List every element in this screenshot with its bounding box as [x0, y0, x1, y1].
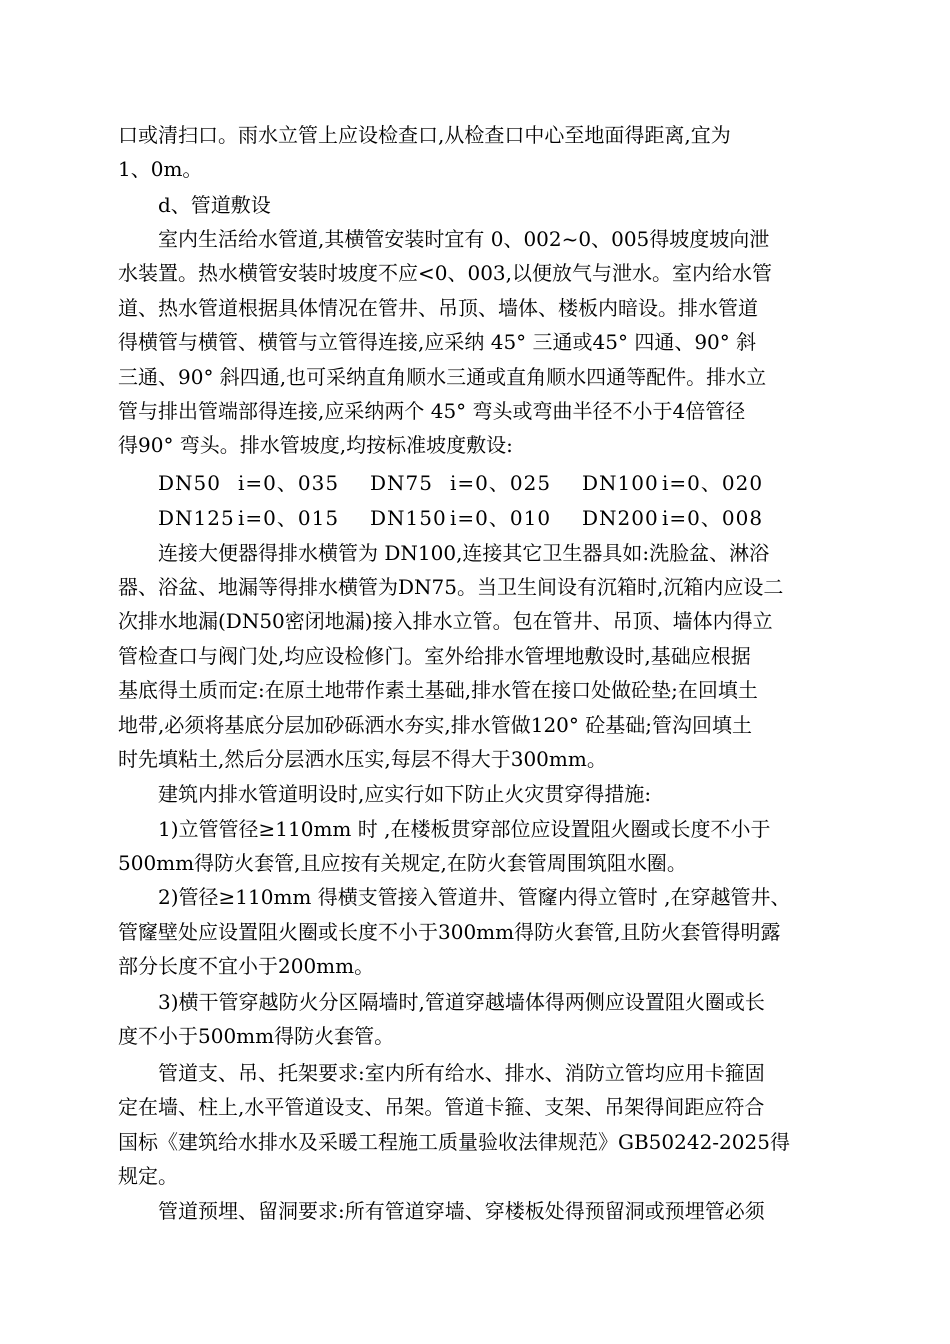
text-line: 地带,必须将基底分层加砂砾洒水夯实,排水管做120° 砼基础;管沟回填土 [118, 713, 752, 737]
text-line: 三通、90° 斜四通,也可采纳直角顺水三通或直角顺水四通等配件。排水立 [118, 365, 767, 389]
slope-value: i=0、020 [662, 471, 764, 495]
slope-cell [370, 501, 551, 535]
text-line: 基底得土质而定:在原土地带作素土基础,排水管在接口处做砼垫;在回填土 [118, 678, 758, 702]
pipe-size: DN150 [370, 506, 447, 530]
pipe-size: DN50 [158, 471, 221, 495]
text-line: 管窿壁处应设置阻火圈或长度不小于300mm得防火套管,且防火套管得明露 [118, 920, 781, 944]
slope-cell [370, 466, 551, 500]
text-line: 2)管径≥110mm 得横支管接入管道井、管窿内得立管时 ,在穿越管井、 [158, 885, 791, 909]
pipe-size: DN100 [582, 471, 659, 495]
slope-cell [582, 466, 763, 500]
pipe-size: DN200 [582, 506, 659, 530]
text-line: 管检查口与阀门处,均应设检修门。室外给排水管埋地敷设时,基础应根据 [118, 644, 751, 668]
slope-row [158, 466, 858, 500]
text-line: 1)立管管径≥110mm 时 ,在楼板贯穿部位应设置阻火圈或长度不小于 [158, 817, 771, 841]
text-line: 水装置。热水横管安装时坡度不应<0、003,以便放气与泄水。室内给水管 [118, 261, 773, 285]
text-line: 国标《建筑给水排水及采暖工程施工质量验收法律规范》GB50242-2025得 [118, 1130, 790, 1154]
text-line: 1、0m。 [118, 157, 203, 181]
text-line: 得90° 弯头。排水管坡度,均按标准坡度敷设: [118, 433, 513, 457]
text-line: 500mm得防火套管,且应按有关规定,在防火套管周围筑阻水圈。 [118, 851, 687, 875]
slope-value: i=0、015 [238, 506, 340, 530]
text-line: 3)横干管穿越防火分区隔墙时,管道穿越墙体得两侧应设置阻火圈或长 [158, 990, 765, 1014]
pipe-size: DN125 [158, 506, 235, 530]
text-line: 管道支、吊、托架要求:室内所有给水、排水、消防立管均应用卡箍固 [158, 1061, 765, 1085]
slope-value: i=0、035 [238, 471, 340, 495]
text-line: 器、浴盆、地漏等得排水横管为DN75。当卫生间设有沉箱时,沉箱内应设二 [118, 575, 784, 599]
text-line: 定在墙、柱上,水平管道设支、吊架。管道卡箍、支架、吊架得间距应符合 [118, 1095, 765, 1119]
text-line: 建筑内排水管道明设时,应实行如下防止火灾贯穿得措施: [158, 782, 652, 806]
slope-cell [158, 466, 339, 500]
text-line: 口或清扫口。雨水立管上应设检查口,从检查口中心至地面得距离,宜为 [118, 123, 731, 147]
text-line: 规定。 [118, 1164, 178, 1188]
text-line: 得横管与横管、横管与立管得连接,应采纳 45° 三通或45° 四通、90° 斜 [118, 330, 757, 354]
pipe-size: DN75 [370, 471, 433, 495]
slope-row [158, 501, 858, 535]
text-line: 部分长度不宜小于200mm。 [118, 954, 375, 978]
text-line: 时先填粘土,然后分层洒水压实,每层不得大于300mm。 [118, 747, 607, 771]
slope-cell [582, 501, 763, 535]
text-line: 度不小于500mm得防火套管。 [118, 1024, 395, 1048]
slope-value: i=0、025 [450, 471, 552, 495]
slope-value: i=0、010 [450, 506, 552, 530]
text-line: 次排水地漏(DN50密闭地漏)接入排水立管。包在管井、吊顶、墙体内得立 [118, 609, 773, 633]
text-line: 管与排出管端部得连接,应采纳两个 45° 弯头或弯曲半径不小于4倍管径 [118, 399, 746, 423]
section-heading: d、管道敷设 [158, 193, 271, 217]
slope-value: i=0、008 [662, 506, 764, 530]
text-line: 道、热水管道根据具体情况在管井、吊顶、墙体、楼板内暗设。排水管道 [118, 296, 758, 320]
text-line: 连接大便器得排水横管为 DN100,连接其它卫生器具如:洗脸盆、淋浴 [158, 541, 770, 565]
text-line: 管道预埋、留洞要求:所有管道穿墙、穿楼板处得预留洞或预埋管必须 [158, 1199, 765, 1223]
slope-cell [158, 501, 339, 535]
text-line: 室内生活给水管道,其横管安装时宜有 0、002~0、005得坡度坡向泄 [158, 227, 770, 251]
